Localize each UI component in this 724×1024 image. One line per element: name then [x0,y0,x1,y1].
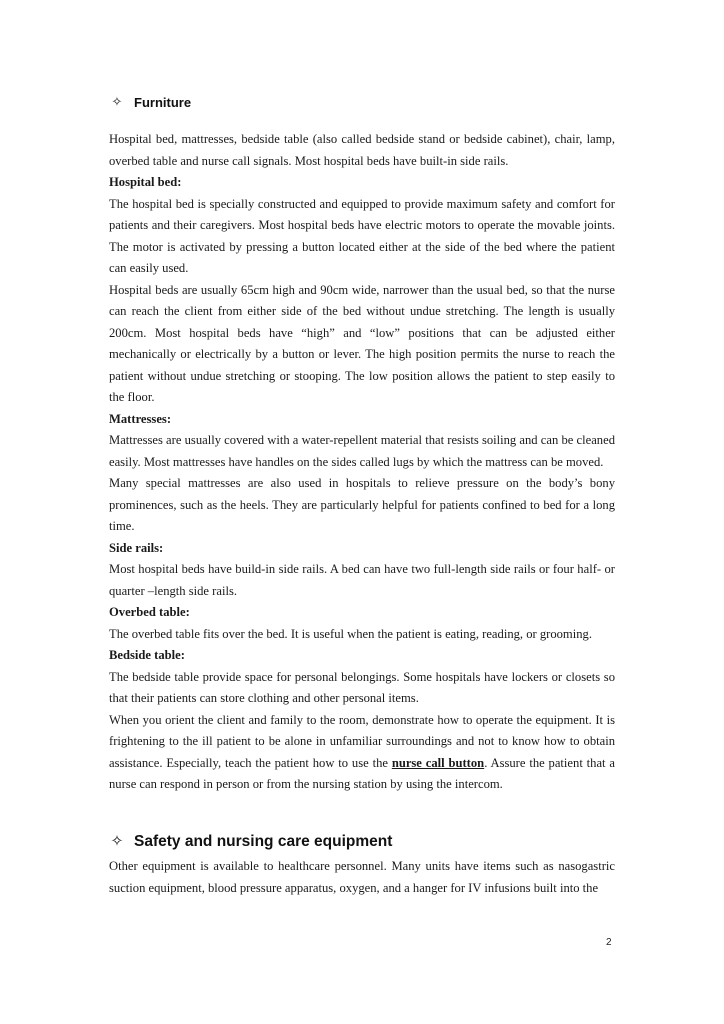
orientation-text-end: . Assure the patient that a nurse can respond in person or from the nursing station by using the intercom. [109,755,615,791]
hospital-bed-paragraph-2: Hospital beds are usually 65cm high and 90cm wide, narrower than the usual bed, so that the nurse can reach the client from either side of the bed without undue stretching. The length is usually 200cm. Most hospital beds have “high” and “low” positions that can be adjusted either mechanically or electrically by a button or lever. The high position permits the nurse to reach the patient without undue stretching or stooping. The low position allows the patient to step easily to the floor. [109,282,615,404]
side-rails-paragraph: Most hospital beds have build-in side rails. A bed can have two full-length side rails or four half- or quarter –length side rails. [109,562,615,598]
page-number: 2 [606,937,612,948]
furniture-heading [109,94,191,110]
furniture-intro: Hospital bed, mattresses, bedside table (also called bedside stand or bedside cabinet), chair, lamp, overbed table and nurse call signals. Most hospital beds have built-in side rails. [109,132,615,168]
orientation-text-start: When you orient the client and family to the room, demonstrate how to operate the equipment. It is frightening to the ill patient to be alone in unfamiliar surroundings and not to know how to obtain assistance. Especially, teach the patient how to use the [109,712,615,770]
safety-body [109,856,615,899]
diamond-bullet-icon: ✧ [111,94,123,109]
mattresses-paragraph-2: Many special mattresses are also used in hospitals to relieve pressure on the body’s bony prominences, such as the heels. They are particularly helpful for patients confined to bed for a long time. [109,476,615,533]
overbed-table-paragraph: The overbed table fits over the bed. It is useful when the patient is eating, reading, or grooming. [109,626,592,641]
nurse-call-button-emphasis: nurse call button [391,755,485,770]
safety-title: Safety and nursing care equipment [134,832,393,850]
safety-heading [109,832,392,851]
bedside-table-paragraph-1: The bedside table provide space for personal belongings. Some hospitals have lockers or closets so that their patients can store clothing and other personal items. [109,669,615,705]
bedside-table-heading: Bedside table: [109,648,185,662]
diamond-bullet-icon: ✧ [110,833,124,850]
overbed-table-heading: Overbed table: [109,605,190,619]
hospital-bed-heading: Hospital bed: [109,175,182,189]
bedside-table-paragraph-2 [109,710,615,796]
hospital-bed-paragraph-1: The hospital bed is specially constructed and equipped to provide maximum safety and comfort for patients and their caregivers. Most hospital beds have electric motors to operate the movable joints. The motor is activated by pressing a button located either at the side of the bed where the patient can easily used. [109,196,615,275]
safety-paragraph: Other equipment is available to healthcare personnel. Many units have items such as nasogastric suction equipment, blood pressure apparatus, oxygen, and a hanger for IV infusions built into the [109,859,615,895]
mattresses-paragraph-1: Mattresses are usually covered with a water-repellent material that resists soiling and can be cleaned easily. Most mattresses have handles on the sides called lugs by which the mattress can be moved. [109,433,615,469]
mattresses-heading: Mattresses: [109,411,172,426]
side-rails-heading: Side rails: [109,540,164,555]
furniture-body [109,129,615,796]
furniture-title: Furniture [134,94,192,110]
